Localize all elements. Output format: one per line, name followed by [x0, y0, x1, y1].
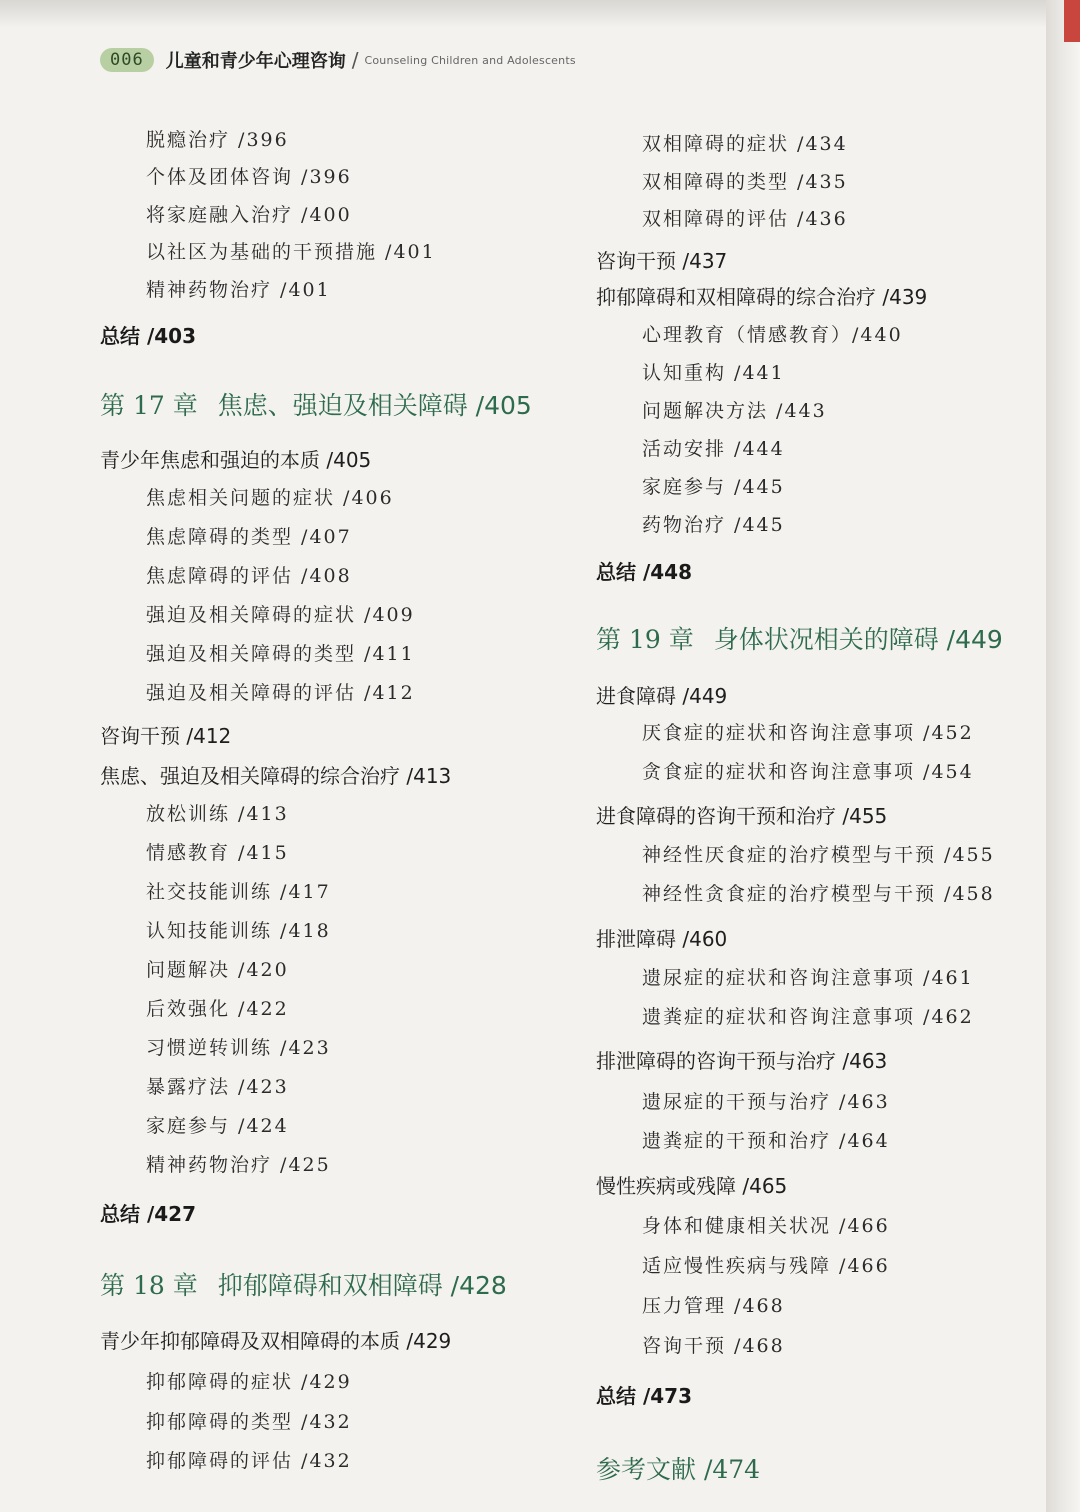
toc-summary: 总结 /473 [596, 1384, 693, 1408]
chapter-number: 第 19 章 [596, 625, 694, 654]
running-header [100, 44, 900, 76]
toc-subsection: 身体和健康相关状况 /466 [642, 1215, 890, 1237]
toc-subsection: 焦虑障碍的评估 /408 [146, 565, 352, 587]
toc-subsection: 以社区为基础的干预措施 /401 [146, 241, 436, 263]
toc-subsection: 家庭参与 /424 [146, 1115, 289, 1137]
toc-section: 排泄障碍的咨询干预与治疗 /463 [596, 1049, 888, 1073]
toc-subsection: 双相障碍的评估 /436 [642, 208, 848, 230]
chapter-title: 焦虑、强迫及相关障碍 /405 [217, 391, 532, 420]
toc-subsection: 遗尿症的症状和咨询注意事项 /461 [642, 967, 974, 989]
toc-subsection: 情感教育 /415 [146, 842, 289, 864]
toc-subsection: 精神药物治疗 /425 [146, 1154, 331, 1176]
chapter-heading [100, 386, 532, 422]
toc-subsection: 遗粪症的干预和治疗 /464 [642, 1130, 890, 1152]
chapter-heading [100, 1266, 507, 1302]
toc-subsection: 认知重构 /441 [642, 362, 785, 384]
toc-section: 排泄障碍 /460 [596, 927, 728, 951]
toc-subsection: 后效强化 /422 [146, 998, 289, 1020]
toc-subsection: 问题解决 /420 [146, 959, 289, 981]
toc-section: 抑郁障碍和双相障碍的综合治疗 /439 [596, 285, 928, 309]
toc-subsection: 认知技能训练 /418 [146, 920, 331, 942]
chapter-number: 第 18 章 [100, 1271, 198, 1300]
toc-summary: 总结 /427 [100, 1202, 197, 1226]
toc-subsection: 双相障碍的类型 /435 [642, 171, 848, 193]
toc-subsection: 精神药物治疗 /401 [146, 279, 331, 301]
toc-subsection: 习惯逆转训练 /423 [146, 1037, 331, 1059]
toc-subsection: 抑郁障碍的症状 /429 [146, 1371, 352, 1393]
toc-subsection: 放松训练 /413 [146, 803, 289, 825]
toc-subsection: 神经性厌食症的治疗模型与干预 /455 [642, 844, 995, 866]
toc-section: 咨询干预 /437 [596, 249, 728, 273]
toc-references: 参考文献 /474 [596, 1455, 761, 1484]
toc-section: 青少年抑郁障碍及双相障碍的本质 /429 [100, 1329, 452, 1353]
toc-subsection: 焦虑相关问题的症状 /406 [146, 487, 394, 509]
toc-subsection: 适应慢性疾病与残障 /466 [642, 1255, 890, 1277]
toc-section: 进食障碍的咨询干预和治疗 /455 [596, 804, 888, 828]
red-bookmark-edge [1064, 0, 1080, 42]
toc-subsection: 脱瘾治疗 /396 [146, 129, 289, 151]
toc-subsection: 将家庭融入治疗 /400 [146, 204, 352, 226]
toc-subsection: 抑郁障碍的类型 /432 [146, 1411, 352, 1433]
toc-subsection: 抑郁障碍的评估 /432 [146, 1450, 352, 1472]
toc-summary: 总结 /448 [596, 560, 693, 584]
toc-section: 焦虑、强迫及相关障碍的综合治疗 /413 [100, 764, 452, 788]
toc-subsection: 心理教育（情感教育）/440 [642, 324, 903, 346]
english-title: Counseling Children and Adolescents [364, 53, 576, 67]
toc-subsection: 双相障碍的症状 /434 [642, 133, 848, 155]
toc-subsection: 个体及团体咨询 /396 [146, 166, 352, 188]
toc-subsection: 压力管理 /468 [642, 1295, 785, 1317]
toc-subsection: 家庭参与 /445 [642, 476, 785, 498]
toc-subsection: 强迫及相关障碍的症状 /409 [146, 604, 415, 626]
toc-subsection: 暴露疗法 /423 [146, 1076, 289, 1098]
toc-section: 青少年焦虑和强迫的本质 /405 [100, 448, 372, 472]
book-title: 儿童和青少年心理咨询 [165, 51, 346, 72]
chapter-title: 抑郁障碍和双相障碍 /428 [217, 1271, 507, 1300]
toc-subsection: 强迫及相关障碍的评估 /412 [146, 682, 415, 704]
toc-subsection: 药物治疗 /445 [642, 514, 785, 536]
chapter-title: 身体状况相关的障碍 /449 [713, 625, 1003, 654]
toc-subsection: 遗粪症的症状和咨询注意事项 /462 [642, 1006, 974, 1028]
title-separator: / [351, 48, 359, 72]
toc-subsection: 厌食症的症状和咨询注意事项 /452 [642, 722, 974, 744]
toc-summary: 总结 /403 [100, 324, 197, 348]
page-top-shadow [0, 0, 1046, 28]
page-number: 006 [100, 48, 154, 72]
chapter-heading [596, 620, 1003, 656]
toc-subsection: 问题解决方法 /443 [642, 400, 827, 422]
toc-subsection: 社交技能训练 /417 [146, 881, 331, 903]
toc-subsection: 贪食症的症状和咨询注意事项 /454 [642, 761, 974, 783]
toc-section: 咨询干预 /412 [100, 724, 232, 748]
toc-subsection: 强迫及相关障碍的类型 /411 [146, 643, 415, 665]
toc-subsection: 神经性贪食症的治疗模型与干预 /458 [642, 883, 995, 905]
book-page-edge [1046, 0, 1080, 1512]
toc-subsection: 遗尿症的干预与治疗 /463 [642, 1091, 890, 1113]
toc-subsection: 焦虑障碍的类型 /407 [146, 526, 352, 548]
toc-section: 进食障碍 /449 [596, 684, 728, 708]
chapter-number: 第 17 章 [100, 391, 198, 420]
toc-section: 慢性疾病或残障 /465 [596, 1174, 788, 1198]
toc-subsection: 咨询干预 /468 [642, 1335, 785, 1357]
toc-subsection: 活动安排 /444 [642, 438, 785, 460]
